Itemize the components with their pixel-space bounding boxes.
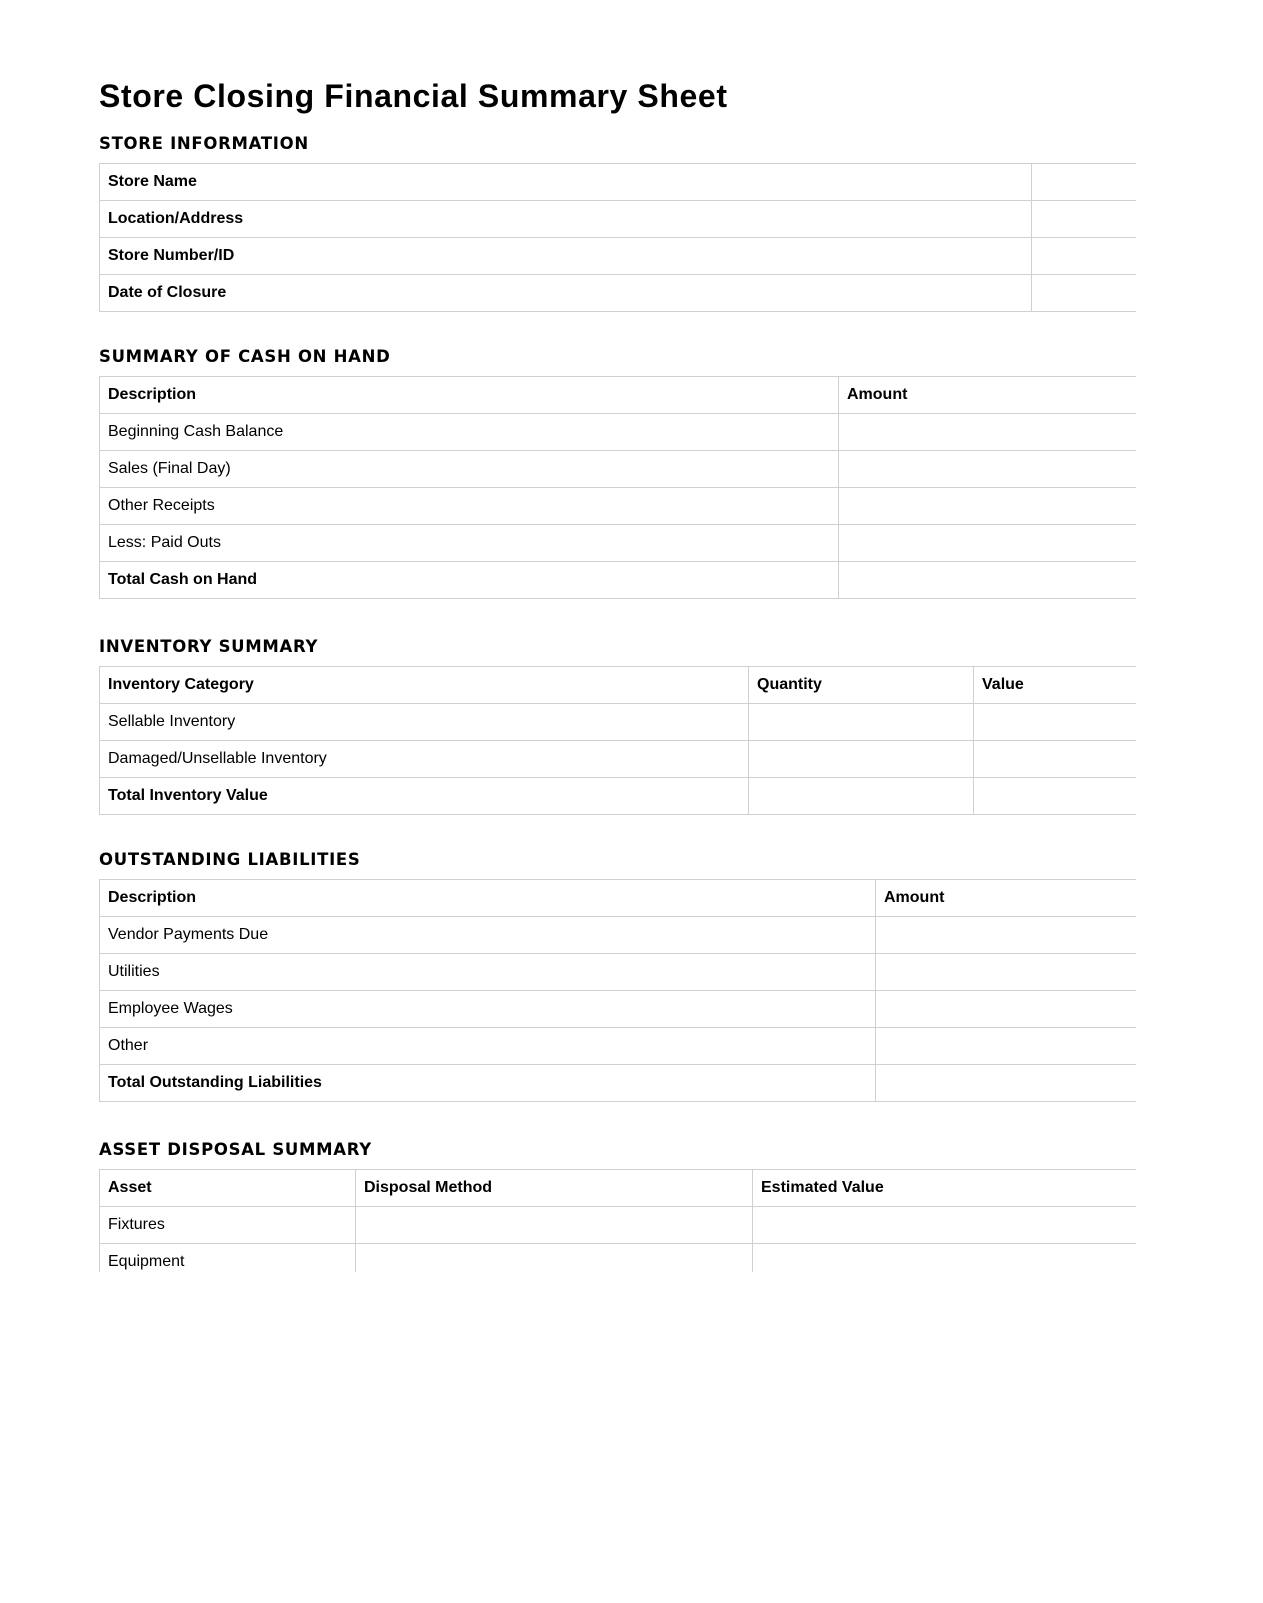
value-cell[interactable] xyxy=(974,778,1137,815)
amount-cell[interactable] xyxy=(876,991,1137,1028)
store-number-value[interactable] xyxy=(1032,238,1137,275)
value-cell[interactable] xyxy=(974,741,1137,778)
amount-cell[interactable] xyxy=(876,917,1137,954)
quantity-cell[interactable] xyxy=(749,778,974,815)
table-row xyxy=(100,525,1137,562)
table-row xyxy=(100,954,1137,991)
row-label: Fixtures xyxy=(100,1207,356,1244)
section-asset-disposal xyxy=(99,1139,1136,1272)
table-row xyxy=(100,201,1137,238)
page-title: Store Closing Financial Summary Sheet xyxy=(99,78,728,114)
closure-date-value[interactable] xyxy=(1032,275,1137,312)
amount-cell[interactable] xyxy=(839,414,1137,451)
column-header: Description xyxy=(100,880,876,917)
section-inventory-summary xyxy=(99,636,1136,815)
table-row xyxy=(100,488,1137,525)
amount-cell[interactable] xyxy=(876,1028,1137,1065)
liabilities-table xyxy=(99,879,1136,1102)
table-row xyxy=(100,275,1137,312)
amount-cell[interactable] xyxy=(876,1065,1137,1102)
section-heading: OUTSTANDING LIABILITIES xyxy=(99,850,361,869)
table-total-row xyxy=(100,562,1137,599)
row-label: Other Receipts xyxy=(100,488,839,525)
row-label: Total Outstanding Liabilities xyxy=(100,1065,876,1102)
row-label: Damaged/Unsellable Inventory xyxy=(100,741,749,778)
table-row xyxy=(100,164,1137,201)
cash-table xyxy=(99,376,1136,599)
asset-disposal-table xyxy=(99,1169,1136,1272)
column-header: Estimated Value xyxy=(753,1170,1137,1207)
column-header: Description xyxy=(100,377,839,414)
table-row xyxy=(100,704,1137,741)
table-total-row xyxy=(100,1065,1137,1102)
method-cell[interactable] xyxy=(356,1244,753,1273)
inventory-table xyxy=(99,666,1136,815)
table-header-row xyxy=(100,377,1137,414)
column-header: Amount xyxy=(839,377,1137,414)
section-heading: INVENTORY SUMMARY xyxy=(99,637,319,656)
value-cell[interactable] xyxy=(974,704,1137,741)
row-label: Total Cash on Hand xyxy=(100,562,839,599)
table-header-row xyxy=(100,667,1137,704)
row-label: Utilities xyxy=(100,954,876,991)
column-header: Disposal Method xyxy=(356,1170,753,1207)
amount-cell[interactable] xyxy=(839,562,1137,599)
amount-cell[interactable] xyxy=(839,525,1137,562)
store-information-table xyxy=(99,163,1136,312)
method-cell[interactable] xyxy=(356,1207,753,1244)
table-row xyxy=(100,741,1137,778)
quantity-cell[interactable] xyxy=(749,704,974,741)
amount-cell[interactable] xyxy=(876,954,1137,991)
table-row xyxy=(100,414,1137,451)
document-page xyxy=(99,0,1136,1272)
row-label: Total Inventory Value xyxy=(100,778,749,815)
row-label: Date of Closure xyxy=(100,275,1032,312)
row-label: Sellable Inventory xyxy=(100,704,749,741)
row-label: Employee Wages xyxy=(100,991,876,1028)
section-store-information xyxy=(99,133,1136,312)
row-label: Beginning Cash Balance xyxy=(100,414,839,451)
row-label: Equipment xyxy=(100,1244,356,1273)
column-header: Value xyxy=(974,667,1137,704)
column-header: Amount xyxy=(876,880,1137,917)
section-heading: STORE INFORMATION xyxy=(99,134,309,153)
table-row xyxy=(100,1028,1137,1065)
row-label: Store Number/ID xyxy=(100,238,1032,275)
table-row xyxy=(100,238,1137,275)
table-header-row xyxy=(100,880,1137,917)
row-label: Sales (Final Day) xyxy=(100,451,839,488)
section-outstanding-liabilities xyxy=(99,849,1136,1102)
amount-cell[interactable] xyxy=(839,488,1137,525)
table-header-row xyxy=(100,1170,1137,1207)
table-row xyxy=(100,451,1137,488)
section-heading: SUMMARY OF CASH ON HAND xyxy=(99,347,391,366)
table-row xyxy=(100,991,1137,1028)
column-header: Asset xyxy=(100,1170,356,1207)
table-total-row xyxy=(100,778,1137,815)
row-label: Location/Address xyxy=(100,201,1032,238)
row-label: Other xyxy=(100,1028,876,1065)
quantity-cell[interactable] xyxy=(749,741,974,778)
section-cash-on-hand xyxy=(99,346,1136,599)
amount-cell[interactable] xyxy=(839,451,1137,488)
table-row xyxy=(100,1207,1137,1244)
column-header: Quantity xyxy=(749,667,974,704)
table-row xyxy=(100,917,1137,954)
column-header: Inventory Category xyxy=(100,667,749,704)
table-row xyxy=(100,1244,1137,1273)
value-cell[interactable] xyxy=(753,1244,1137,1273)
section-heading: ASSET DISPOSAL SUMMARY xyxy=(99,1140,372,1159)
location-value[interactable] xyxy=(1032,201,1137,238)
row-label: Less: Paid Outs xyxy=(100,525,839,562)
row-label: Vendor Payments Due xyxy=(100,917,876,954)
value-cell[interactable] xyxy=(753,1207,1137,1244)
store-name-value[interactable] xyxy=(1032,164,1137,201)
row-label: Store Name xyxy=(100,164,1032,201)
